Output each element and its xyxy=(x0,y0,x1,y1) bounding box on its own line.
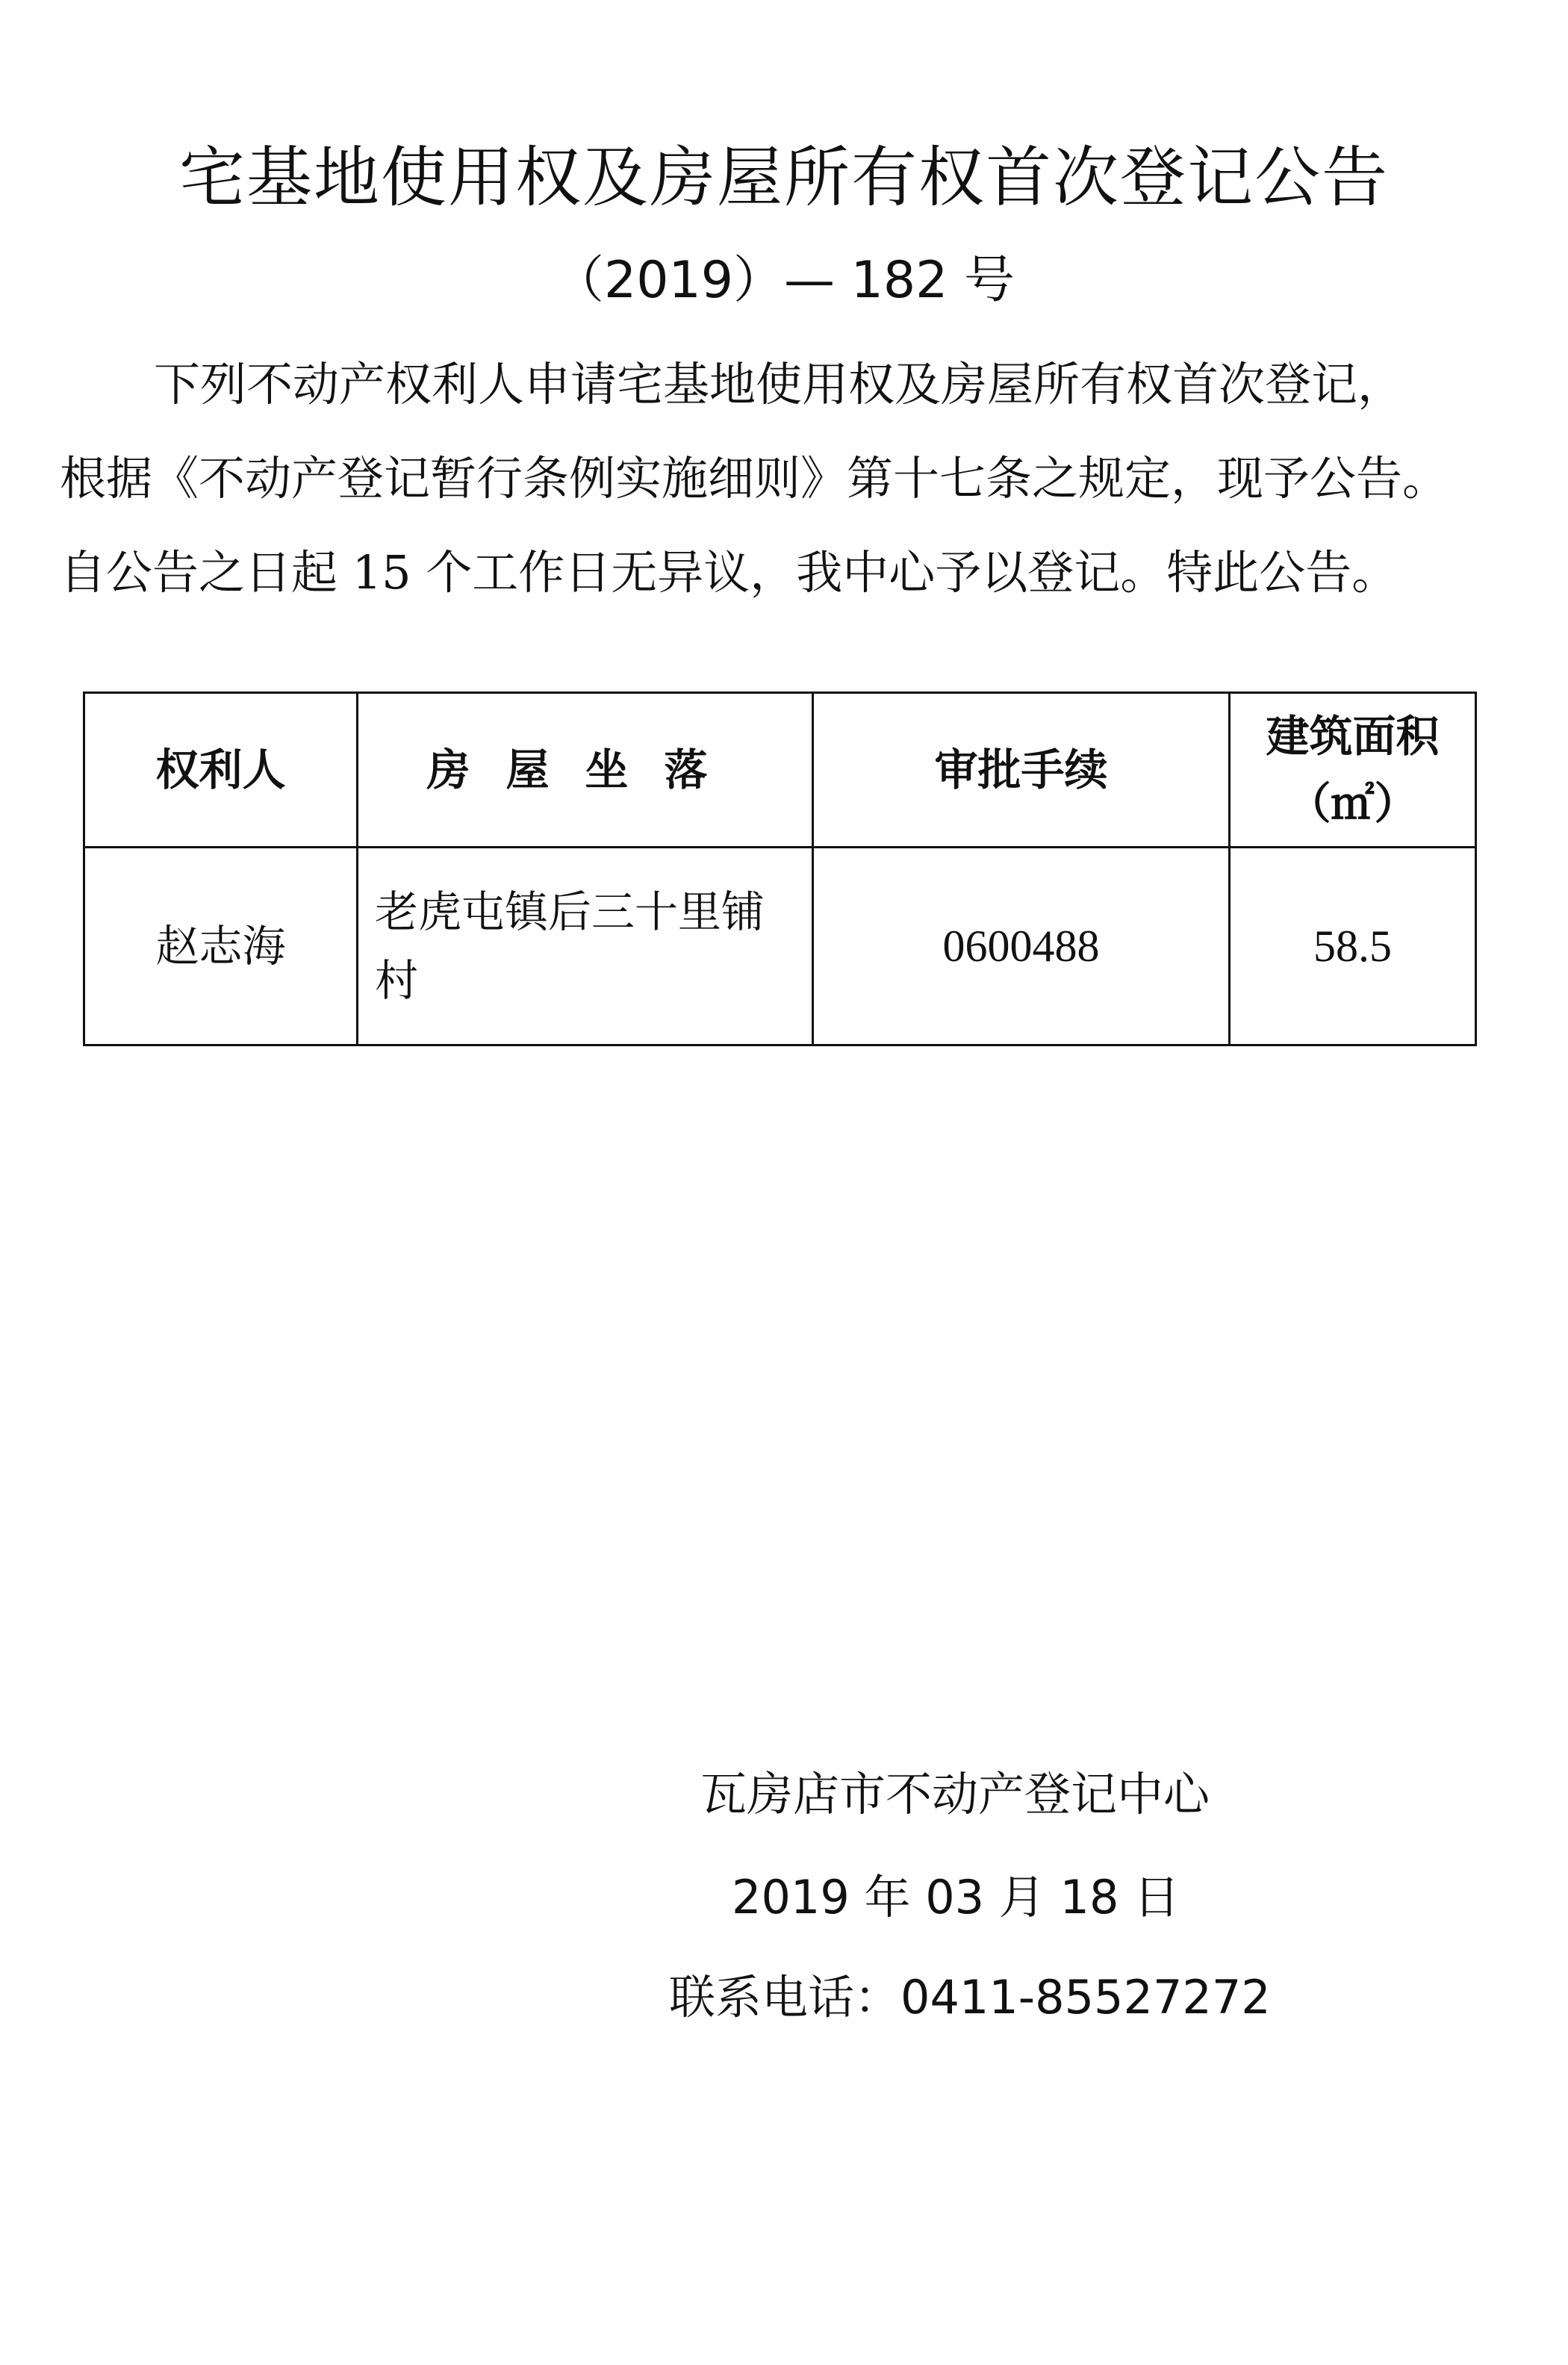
header-area-unit: （㎡） xyxy=(1287,778,1418,829)
document-number: （2019）— 182 号 xyxy=(553,251,1015,310)
body-paragraph-line-2: 根据《不动产登记暂行条例实施细则》第十七条之规定，现予公告。 xyxy=(60,451,1449,506)
header-location: 房屋坐落 xyxy=(358,693,813,848)
cell-area: 58.5 xyxy=(1230,848,1476,1045)
header-approval: 审批手续 xyxy=(813,693,1230,848)
header-holder: 权利人 xyxy=(84,693,358,848)
registration-table xyxy=(83,692,1477,1046)
table-header-row xyxy=(84,693,1476,848)
issue-date: 2019 年 03 月 18 日 xyxy=(732,1870,1180,1924)
table-row xyxy=(84,848,1476,1045)
header-area xyxy=(1230,693,1476,848)
notice-title: 宅基地使用权及房屋所有权首次登记公告 xyxy=(178,139,1389,216)
cell-approval: 0600488 xyxy=(813,848,1230,1045)
issuer-name: 瓦房店市不动产登记中心 xyxy=(700,1767,1210,1821)
header-area-label: 建筑面积 xyxy=(1266,711,1440,762)
body-paragraph-line-1: 下列不动产权利人申请宅基地使用权及房屋所有权首次登记， xyxy=(154,357,1404,411)
body-paragraph-line-3: 自公告之日起 15 个工作日无异议，我中心予以登记。特此公告。 xyxy=(60,545,1399,600)
cell-location: 老虎屯镇后三十里铺村 xyxy=(358,848,813,1045)
cell-holder: 赵志海 xyxy=(84,848,358,1045)
contact-phone: 联系电话：0411-85527272 xyxy=(669,1970,1271,2024)
